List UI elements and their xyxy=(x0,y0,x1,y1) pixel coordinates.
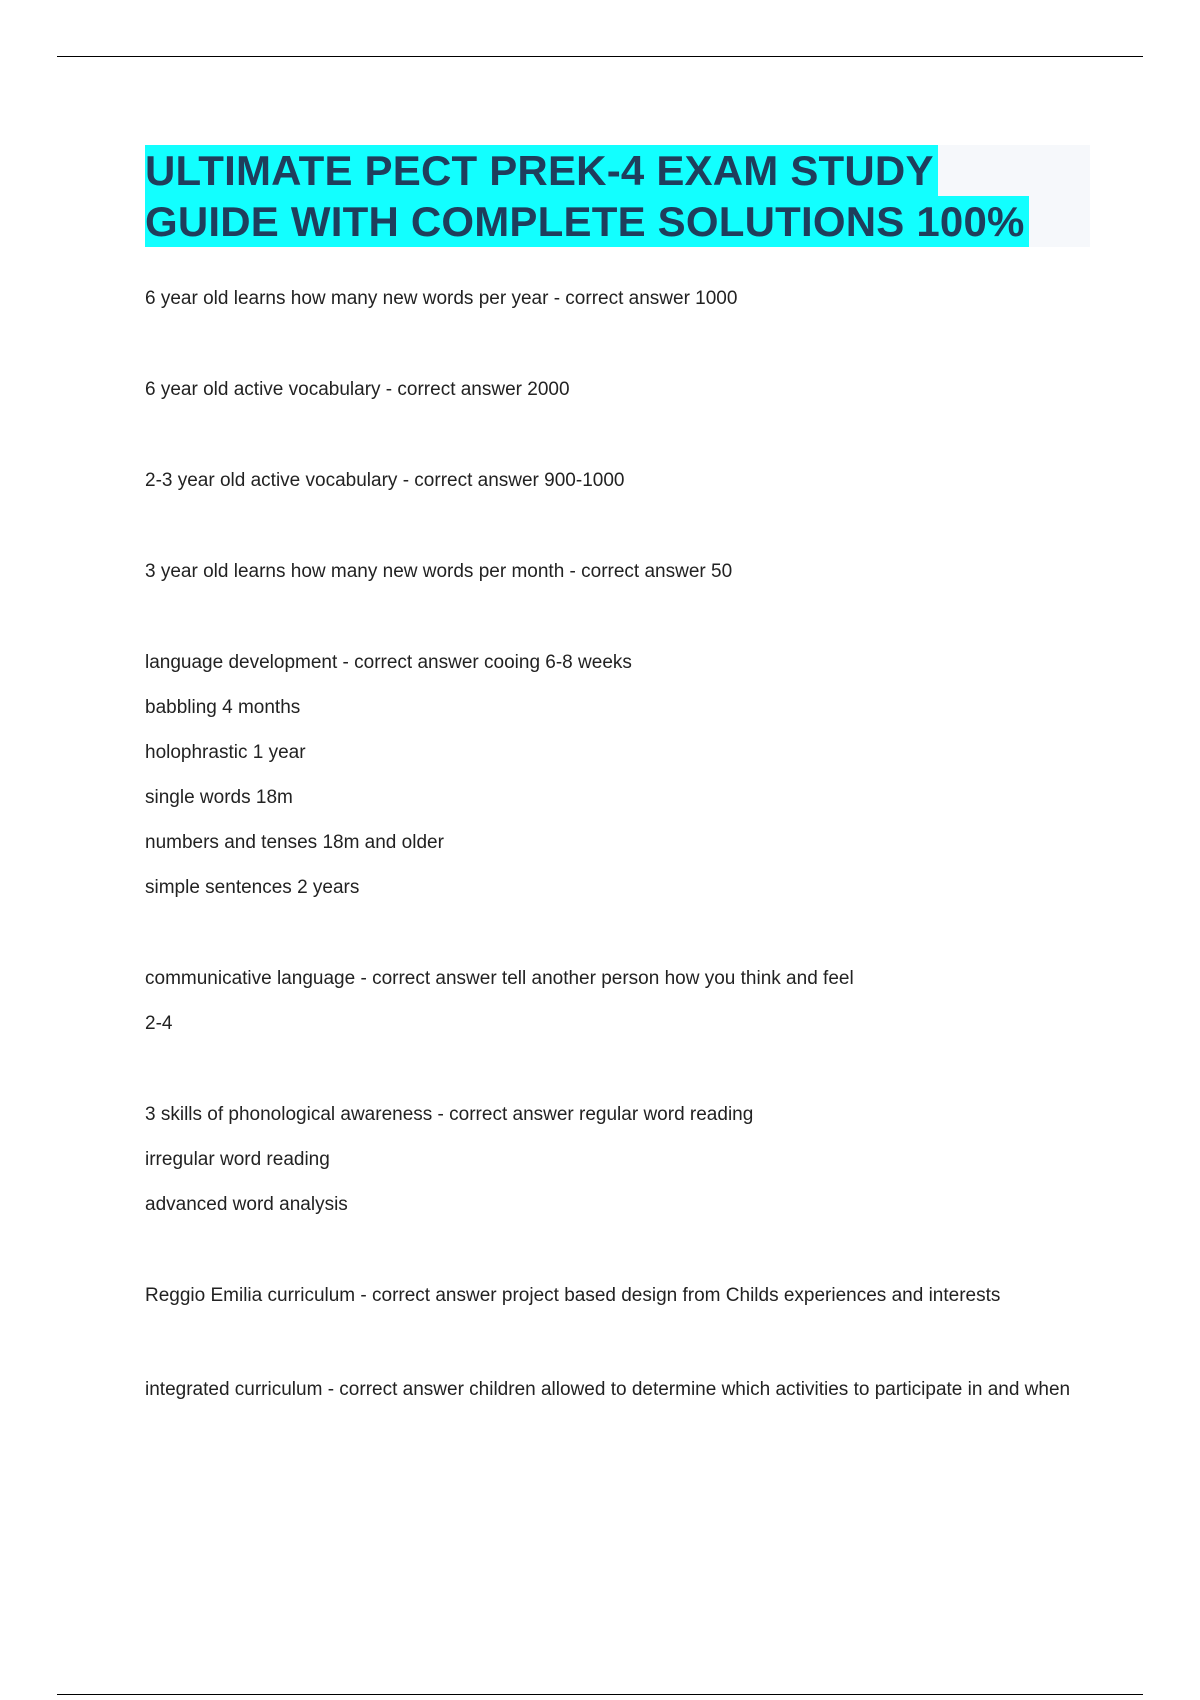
entry-line: 2-4 xyxy=(145,1013,173,1034)
top-page-rule xyxy=(57,56,1143,57)
bottom-page-rule xyxy=(57,1694,1143,1695)
document-title xyxy=(145,145,1090,247)
entry-1 xyxy=(145,287,1090,311)
entry-2 xyxy=(145,378,1090,402)
entry-line: single words 18m xyxy=(145,787,293,808)
entry-line: 3 skills of phonological awareness - correct answer regular word reading xyxy=(145,1104,754,1125)
entry-8 xyxy=(145,1284,1090,1308)
title-line-2: GUIDE WITH COMPLETE SOLUTIONS 100% xyxy=(145,196,1029,247)
entry-line: 6 year old learns how many new words per year - correct answer 1000 xyxy=(145,288,738,309)
entry-line: babbling 4 months xyxy=(145,697,301,718)
entry-line: numbers and tenses 18m and older xyxy=(145,832,444,853)
entry-6 xyxy=(145,967,1090,1036)
entry-line: communicative language - correct answer tell another person how you think and feel xyxy=(145,968,854,989)
title-line-1: ULTIMATE PECT PREK-4 EXAM STUDY xyxy=(145,145,938,196)
entry-7 xyxy=(145,1103,1090,1217)
entry-line: integrated curriculum - correct answer children allowed to determine which activities to participate in and when xyxy=(145,1379,1071,1400)
entry-line: 3 year old learns how many new words per month - correct answer 50 xyxy=(145,561,733,582)
title-block xyxy=(145,145,1090,247)
entry-9 xyxy=(145,1375,1090,1405)
document-body xyxy=(145,145,1090,1472)
entry-line: 6 year old active vocabulary - correct answer 2000 xyxy=(145,379,570,400)
entry-line: irregular word reading xyxy=(145,1149,330,1170)
entry-3 xyxy=(145,469,1090,493)
entry-line: language development - correct answer cooing 6-8 weeks xyxy=(145,652,632,673)
entry-5 xyxy=(145,651,1090,900)
entry-line: holophrastic 1 year xyxy=(145,742,306,763)
entry-line: 2-3 year old active vocabulary - correct answer 900-1000 xyxy=(145,470,625,491)
entry-line: Reggio Emilia curriculum - correct answer project based design from Childs experiences and interests xyxy=(145,1285,1001,1306)
entry-line: simple sentences 2 years xyxy=(145,877,360,898)
entry-4 xyxy=(145,560,1090,584)
entry-line: advanced word analysis xyxy=(145,1194,348,1215)
